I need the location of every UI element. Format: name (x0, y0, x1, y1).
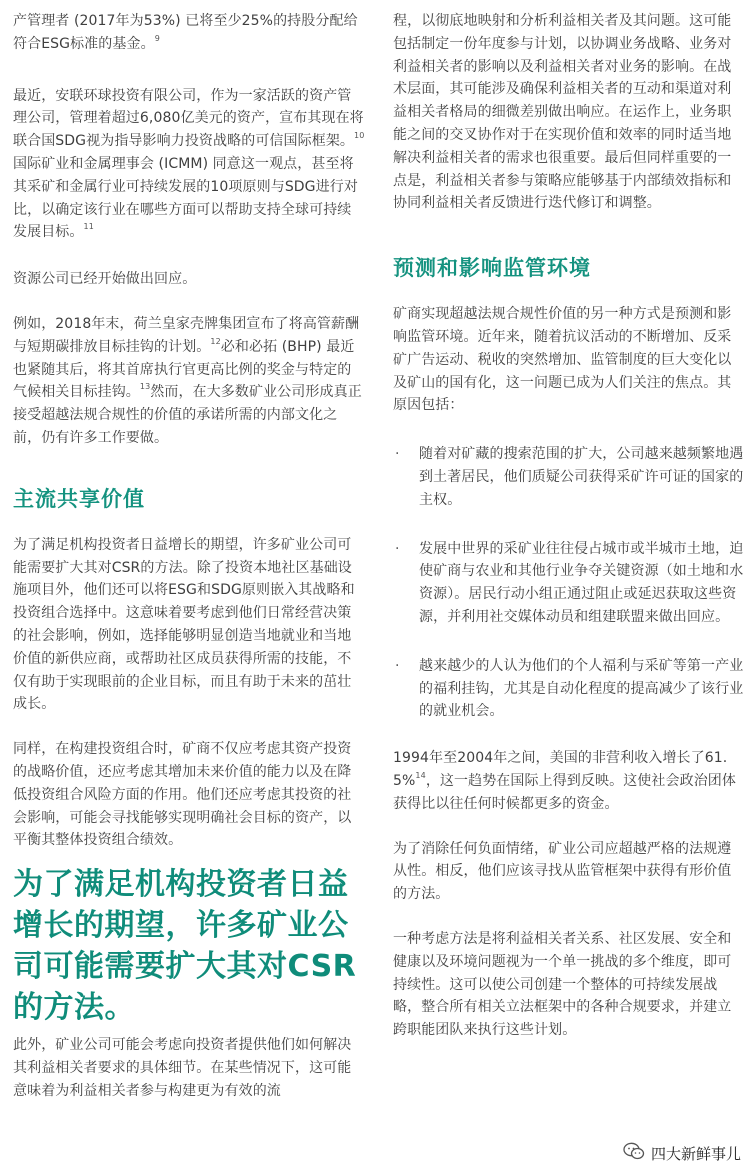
paragraph: 最近，安联环球投资有限公司，作为一家活跃的资产管理公司，管理着超过6,080亿美元的资产，宣布其现在将联合国SDG视为指导影响力投资战略的可信国际框架。$^{10}$国际矿业和金属理事会 (ICMM) 同意这一观点，甚至将其采矿和金属行业可持续发展的10项原则与SDG进行对比，以确定该行业在哪些方面可以帮助支持全球可持续发展目标。$^{11}$ (13, 87, 365, 241)
bullet-icon: · (395, 446, 400, 463)
paragraph: 矿商实现超越法规合规性价值的另一种方式是预测和影响监管环境。近年来，随着抗议活动的不断增加、反采矿广告运动、税收的突然增加、监管制度的巨大变化以及矿山的国有化，这一问题已成为人们关注的焦点。其原因包括： (393, 306, 732, 414)
paragraph: 一种考虑方法是将利益相关者关系、社区发展、安全和健康以及环境问题视为一个单一挑战的多个维度，即可持续性。这可以使公司创建一个整体的可持续发展战略，整合所有相关立法框架中的各种合规要求，并建立跨职能团队来执行这些计划。 (393, 930, 732, 1039)
list-item: · 越来越少的人认为他们的个人福利与采矿等第一产业的福利挂钩，尤其是自动化程度的提高减少了该行业的就业机会。 (393, 655, 745, 723)
footnote-ref: 10 (354, 131, 365, 141)
paragraph: 例如，2018年末，荷兰皇家壳牌集团宣布了将高管薪酬与短期碳排放目标挂钩的计划。$^{12}$必和必拓 (BHP) 最近也紧随其后，将其首席执行官更高比例的奖金与特定的气候相关目标挂钩。$^{13}$然而，在大多数矿业公司形成真正接受超越法规合规性的价值的承诺所需的内部文化之前，仍有许多工作要做。 (13, 315, 362, 446)
section-heading: 预测和影响监管环境 (393, 256, 591, 281)
wechat-icon (623, 1142, 645, 1164)
bullet-icon: · (395, 657, 400, 674)
watermark-text: 四大新鲜事儿 (650, 1144, 741, 1163)
watermark (617, 1139, 747, 1167)
paragraph: 程，以彻底地映射和分析利益相关者及其问题。这可能包括制定一份年度参与计划，以协调业务战略、业务对利益相关者的影响以及利益相关者对业务的影响。在战术层面，其可能涉及确保利益相关者的互动和渠道对利益相关者格局的细微差别做出响应。在运作上，业务职能之间的交叉协作对于在实现价值和效率的同时适当地解决利益相关者的需求也很重要。最后但同样重要的一点是，利益相关者参与策略应能够基于内部绩效指标和协同利益相关者反馈进行迭代修订和调整。 (393, 13, 732, 212)
paragraph: 同样，在构建投资组合时，矿商不仅应考虑其资产投资的战略价值，还应考虑其增加未来价值的能力以及在降低投资组合风险方面的作用。他们还应考虑其投资的社会影响，可能会寻找能够实现明确社会目标的资产，以平衡其整体投资组合绩效。 (13, 741, 352, 849)
list-item: · 随着对矿藏的搜索范围的扩大，公司越来越频繁地遇到土著居民，他们质疑公司获得采矿许可证的国家的主权。 (393, 443, 745, 511)
footnote-ref: 12 (210, 336, 221, 346)
paragraph: 1994年至2004年之间，美国的非营利收入增长了61.5%$^{14}$，这一趋势在国际上得到反映。这使社会政治团体获得比以往任何时候都更多的资金。 (393, 750, 737, 812)
paragraph: 此外，矿业公司可能会考虑向投资者提供他们如何解决其利益相关者要求的具体细节。在某些情况下，这可能意味着为利益相关者参与构建更为有效的流 (13, 1037, 352, 1099)
paragraph: 资源公司已经开始做出回应。 (13, 271, 197, 288)
footnote-ref: 14 (415, 770, 426, 780)
pull-quote: 为了满足机构投资者日益增长的期望，许多矿业公司可能需要扩大其对CSR的方法。 (13, 867, 357, 1026)
section-heading: 主流共享价值 (13, 486, 145, 511)
paragraph: 产管理者 (2017年为53%) 已将至少25%的持股分配给符合ESG标准的基金。$^9$ (13, 13, 358, 52)
footnote-ref: 13 (139, 382, 151, 392)
bullet-list (393, 443, 745, 723)
paragraph: 为了满足机构投资者日益增长的期望，许多矿业公司可能需要扩大其对CSR的方法。除了投资本地社区基础设施项目外，他们还可以将ESG和SDG原则嵌入其战略和投资组合选择中。这意味着要考虑到他们日常经营决策的社会影响，例如，选择能够明显创造当地就业和当地价值的新供应商，或帮助社区成员获得所需的技能，不仅有助于实现眼前的企业目标，而且有助于未来的茁壮成长。 (13, 536, 355, 713)
left-column (13, 0, 365, 1103)
list-item: · 发展中世界的采矿业往往侵占城市或半城市土地，迫使矿商与农业和其他行业争夺关键资源（如土地和水资源）。居民行动小组正通过阻止或延迟获取这些资源，并利用社交媒体动员和组建联盟来做出回应。 (393, 538, 745, 629)
footnote-ref: 9 (154, 33, 160, 43)
paragraph: 为了消除任何负面情绪，矿业公司应超越严格的法规遵从性。相反，他们应该寻找从监管框架中获得有形价值的方法。 (393, 840, 732, 903)
bullet-icon: · (395, 540, 400, 557)
footnote-ref: 11 (83, 222, 94, 232)
right-column (393, 0, 745, 1042)
